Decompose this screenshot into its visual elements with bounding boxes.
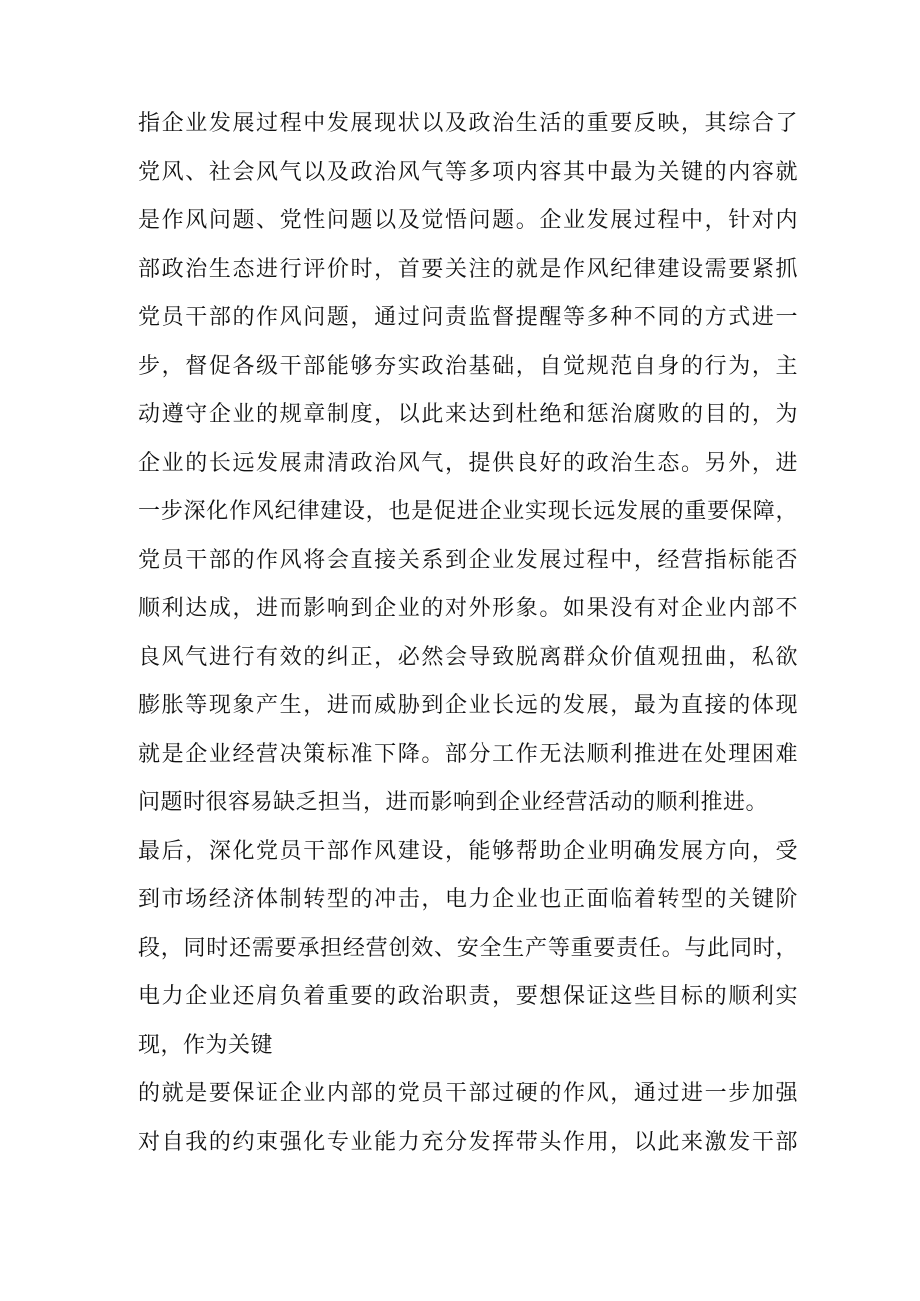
- text-line-10: 党员干部的作风将会直接关系到企业发展过程中，经营指标能否: [138, 547, 798, 573]
- text-line-20: 现，作为关键: [138, 1032, 274, 1058]
- text-line-15: 问题时很容易缺乏担当，进而影响到企业经营活动的顺利推进。: [138, 790, 769, 815]
- text-line-3: 是作风问题、党性问题以及觉悟问题。企业发展过程中，针对内: [138, 208, 798, 233]
- text-line-9: 一步深化作风纪律建设，也是促进企业实现长远发展的重要保障，: [138, 499, 798, 524]
- text-line-17: 到市场经济体制转型的冲击，电力企业也正面临着转型的关键阶: [138, 887, 798, 912]
- text-line-6: 步，督促各级干部能够夯实政治基础，自觉规范自身的行为，主: [138, 353, 798, 379]
- text-line-4: 部政治生态进行评价时，首要关注的就是作风纪律建设需要紧抓: [138, 256, 798, 282]
- text-line-2: 党风、社会风气以及政治风气等多项内容其中最为关键的内容就: [138, 159, 798, 185]
- text-line-11: 顺利达成，进而影响到企业的对外形象。如果没有对企业内部不: [138, 596, 798, 621]
- text-line-18: 段，同时还需要承担经营创效、安全生产等重要责任。与此同时，: [138, 935, 798, 961]
- body-text: [138, 100, 798, 1167]
- text-line-7: 动遵守企业的规章制度，以此来达到杜绝和惩治腐败的目的，为: [138, 402, 798, 427]
- text-line-5: 党员干部的作风问题，通过问责监督提醒等多种不同的方式进一: [138, 305, 798, 330]
- text-line-8: 企业的长远发展肃清政治风气，提供良好的政治生态。另外，进: [138, 450, 798, 476]
- text-line-14: 就是企业经营决策标准下降。部分工作无法顺利推进在处理困难: [138, 741, 798, 767]
- text-line-21: 的就是要保证企业内部的党员干部过硬的作风，通过进一步加强: [138, 1081, 798, 1106]
- text-line-19: 电力企业还肩负着重要的政治职责，要想保证这些目标的顺利实: [138, 984, 798, 1009]
- text-line-12: 良风气进行有效的纠正，必然会导致脱离群众价值观扭曲，私欲: [138, 644, 798, 670]
- text-line-13: 膨胀等现象产生，进而威胁到企业长远的发展，最为直接的体现: [138, 693, 798, 718]
- text-line-22: 对自我的约束强化专业能力充分发挥带头作用，以此来激发干部: [138, 1129, 798, 1155]
- text-line-16: 最后，深化党员干部作风建设，能够帮助企业明确发展方向，受: [138, 838, 798, 864]
- text-line-1: 指企业发展过程中发展现状以及政治生活的重要反映，其综合了: [138, 111, 798, 136]
